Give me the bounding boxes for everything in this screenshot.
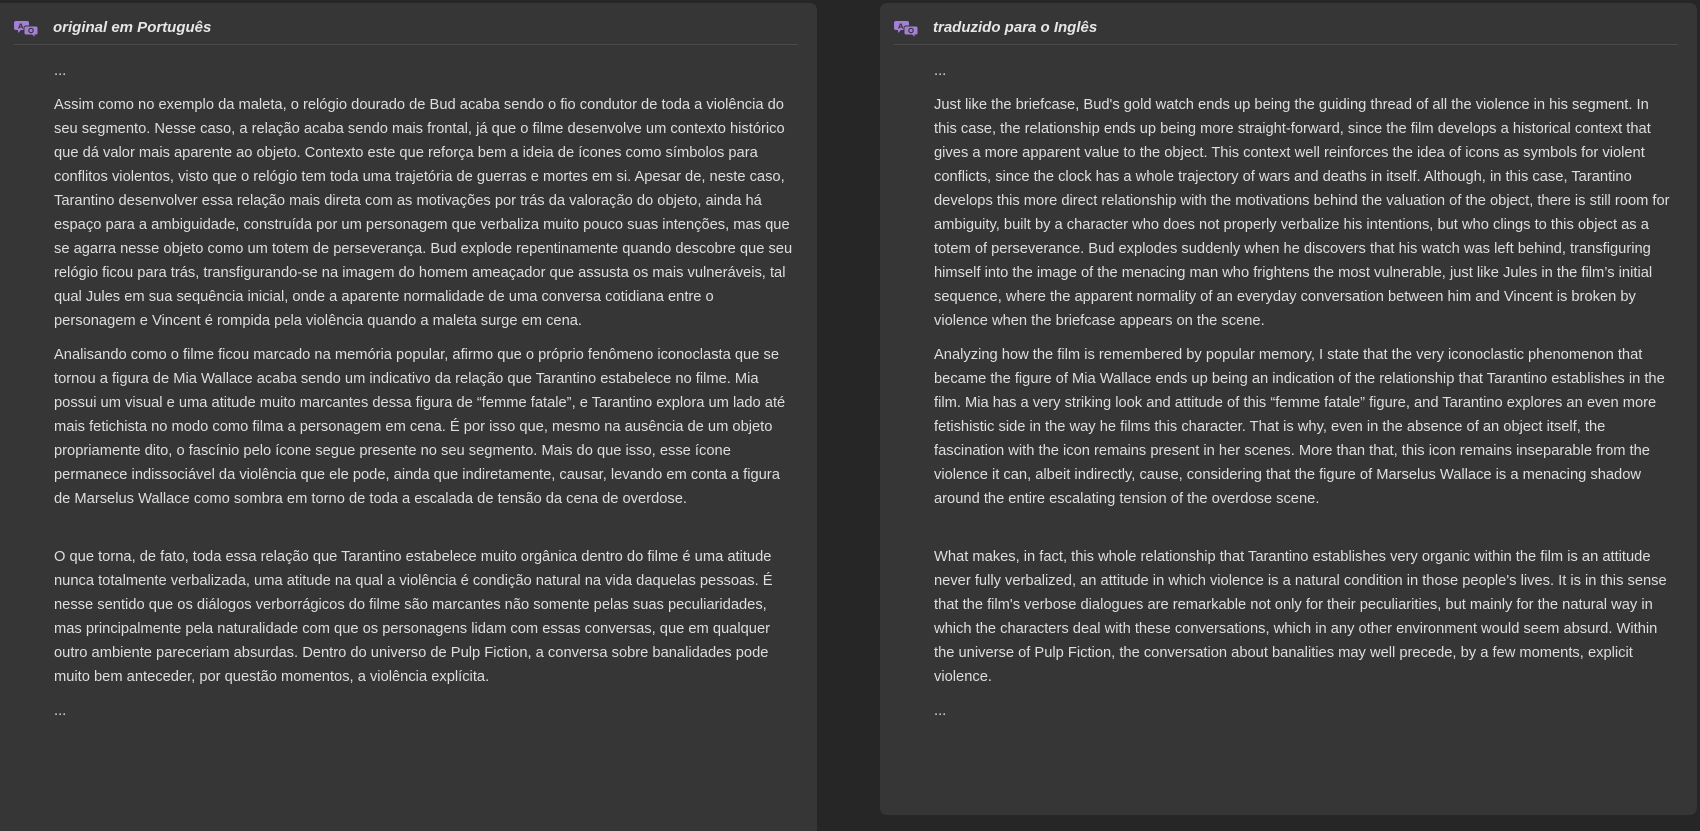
original-text-panel xyxy=(0,3,817,831)
translated-paragraph: Just like the briefcase, Bud's gold watch ends up being the guiding thread of all the violence in his segment. In this case, the relationship ends up being more straight-forward, since the film develops a historical context that gives a more apparent value to the object. This context well reinforces the idea of icons as symbols for violent conflicts, since the clock has a whole trajectory of wars and deaths in itself. Although, in this case, Tarantino develops this more direct relationship with the motivations behind the valuation of the object, there is still room for ambiguity, built by a character who does not properly verbalize his intentions, but who clings to this object as a totem of perseverance. Bud explodes suddenly when he discovers that his watch was left behind, transfiguring himself into the image of the menacing man who frightens the most vulnerable, just like Jules in the film’s initial sequence, where the apparent normality of an everyday conversation between him and Vincent is broken by violence when the briefcase appears on the scene. xyxy=(934,97,1670,329)
translated-paragraph: Analyzing how the film is remembered by popular memory, I state that the very iconoclastic phenomenon that became the figure of Mia Wallace ends up being an indication of the relationship that Tarantino establishes in the film. Mia has a very striking look and attitude of this “femme fatale” figure, and Tarantino explores an even more fetishistic side in the way he films this character. That is why, even in the absence of an object itself, the fascination with the icon remains present in her scenes. More than that, this icon remains inseparable from the violence it can, albeit indirectly, cause, considering that the figure of Marselus Wallace is a menacing shadow around the entire escalating tension of the overdose scene. xyxy=(934,347,1665,507)
original-paragraph: Assim como no exemplo da maleta, o relógio dourado de Bud acaba sendo o fio condutor de toda a violência do seu segmento. Nesse caso, a relação acaba sendo mais frontal, já que o filme desenvolve um contexto histórico que dá valor mais aparente ao objeto. Contexto este que reforça bem a ideia de ícones como símbolos para conflitos violentos, visto que o relógio tem toda uma trajetória de guerras e mortes em si. Apesar de, neste caso, Tarantino desenvolver essa relação mais direta com as motivações por trás da valoração do objeto, ainda há espaço para a ambiguidade, construída por um personagem que verbaliza muito pouco suas intenções, mas que se agarra nesse objeto como um totem de perseverança. Bud explode repentinamente quando descobre que seu relógio ficou para trás, transfigurando-se na imagem do homem ameaçador que assusta os mais vulneráveis, tal qual Jules em sua sequência inicial, onde a aparente normalidade de uma conversa cotidiana entre o personagem e Vincent é rompida pela violência quando a maleta surge em cena. xyxy=(54,97,793,329)
translated-text-panel xyxy=(880,3,1697,815)
original-paragraph: O que torna, de fato, toda essa relação que Tarantino estabelece muito orgânica dentro do filme é uma atitude nunca totalmente verbalizada, uma atitude na qual a violência é condição natural na vida daquelas pessoas. É nesse sentido que os diálogos verborrágicos do filme são marcantes não somente pelas suas peculiaridades, mas principalmente pela naturalidade com que os personagens lidam com essas conversas, que em qualquer outro ambiente pareceriam absurdas. Dentro do universo de Pulp Fiction, a conversa sobre banalidades pode muito bem anteceder, por questão momentos, a violência explícita. xyxy=(54,549,773,685)
original-paragraph: Analisando como o filme ficou marcado na memória popular, afirmo que o próprio fenômeno iconoclasta que se tornou a figura de Mia Wallace acaba sendo um indicativo da relação que Tarantino estabelece no filme. Mia possui um visual e uma atitude muito marcantes dessa figura de “femme fatale”, e Tarantino explora um lado até mais fetichista no modo como filma a personagem em cena. É por isso que, mesmo na ausência de um objeto propriamente dito, o fascínio pelo ícone segue presente no seu segmento. Mais do que isso, esse ícone permanece indissociável da violência que ele pode, ainda que indiretamente, causar, levando em conta a figura de Marselus Wallace como sombra em torno de toda a escalada de tensão da cena de overdose. xyxy=(54,347,786,507)
translated-panel-header xyxy=(894,3,1678,45)
translated-paragraph: What makes, in fact, this whole relationship that Tarantino establishes very organic within the film is an attitude never fully verbalized, an attitude in which violence is a natural condition in those people's lives. It is in this sense that the film's verbose dialogues are remarkable not only for their peculiarities, but mainly for the natural way in which the characters deal with these conversations, which in any other environment would seem absurd. Within the universe of Pulp Fiction, the conversation about banalities may well precede, by a few moments, explicit violence. xyxy=(934,549,1667,685)
svg-text:A: A xyxy=(18,22,24,31)
original-panel-title: original em Português xyxy=(53,19,212,36)
translated-panel-title: traduzido para o Inglês xyxy=(933,19,1098,36)
chat-translate-icon xyxy=(894,18,920,38)
original-paragraph: ... xyxy=(54,63,67,79)
translated-text-body xyxy=(934,45,1673,723)
chat-translate-icon xyxy=(14,18,40,38)
original-panel-header xyxy=(14,3,798,45)
translated-paragraph: ... xyxy=(934,63,947,79)
translated-paragraph: ... xyxy=(934,703,947,719)
svg-text:A: A xyxy=(898,22,904,31)
original-paragraph: ... xyxy=(54,703,67,719)
original-text-body xyxy=(54,45,793,723)
